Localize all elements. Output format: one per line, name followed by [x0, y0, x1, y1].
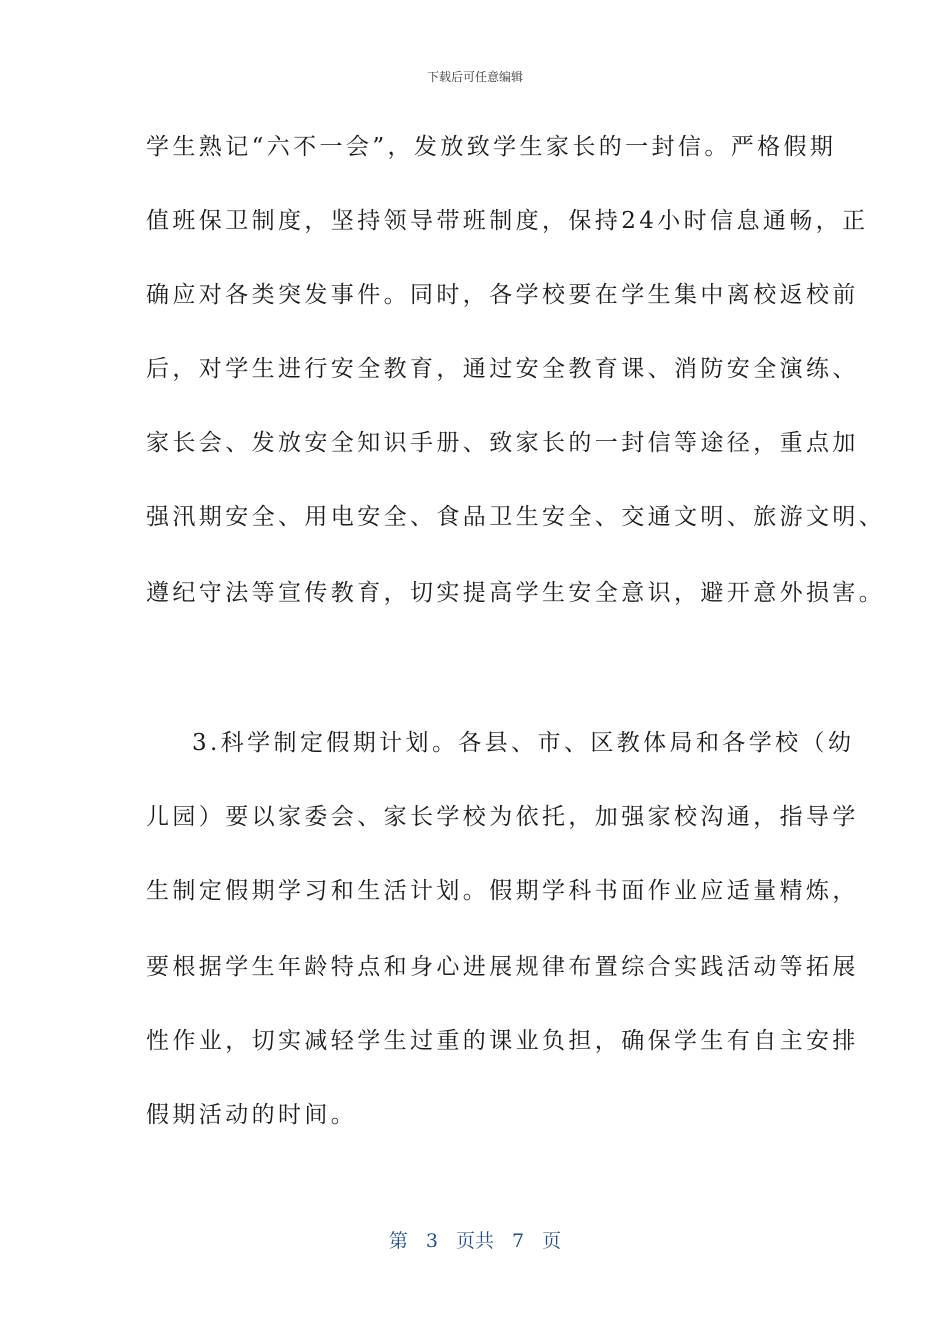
page-number-footer: [0, 1226, 950, 1253]
text-line: 假期活动的时间。: [146, 1102, 358, 1128]
text-line: 性作业，切实减轻学生过重的课业负担，确保学生有自主安排: [146, 1028, 859, 1054]
text-line: 学生熟记“六不一会”，发放致学生家长的一封信。严格假期: [146, 134, 837, 160]
text-line: 后，对学生进行安全教育，通过安全教育课、消防安全演练、: [146, 356, 859, 382]
footer-prefix: 第: [388, 1230, 408, 1252]
text-line: 值班保卫制度，坚持领导带班制度，保持24小时信息通畅，正: [146, 208, 869, 234]
page-header-note: 下载后可任意编辑: [426, 70, 523, 84]
text-line: 家长会、发放安全知识手册、致家长的一封信等途径，重点加: [146, 430, 859, 456]
text-line: 生制定假期学习和生活计划。假期学科书面作业应适量精炼，: [146, 878, 859, 904]
text-line: 强汛期安全、用电安全、食品卫生安全、交通文明、旅游文明、: [146, 504, 886, 530]
footer-middle: 页共: [455, 1230, 494, 1252]
text-line: 确应对各类突发事件。同时，各学校要在学生集中离校返校前: [146, 282, 859, 308]
footer-current-page: 3: [425, 1230, 438, 1252]
footer-suffix: 页: [542, 1230, 562, 1252]
text-line-indented: 3.科学制定假期计划。各县、市、区教体局和各学校（幼: [192, 730, 855, 756]
text-line: 遵纪守法等宣传教育，切实提高学生安全意识，避开意外损害。: [146, 580, 886, 606]
footer-total-pages: 7: [512, 1230, 525, 1252]
text-line: 儿园）要以家委会、家长学校为依托，加强家校沟通，指导学: [146, 804, 859, 830]
text-line: 要根据学生年龄特点和身心进展规律布置综合实践活动等拓展: [146, 954, 859, 980]
